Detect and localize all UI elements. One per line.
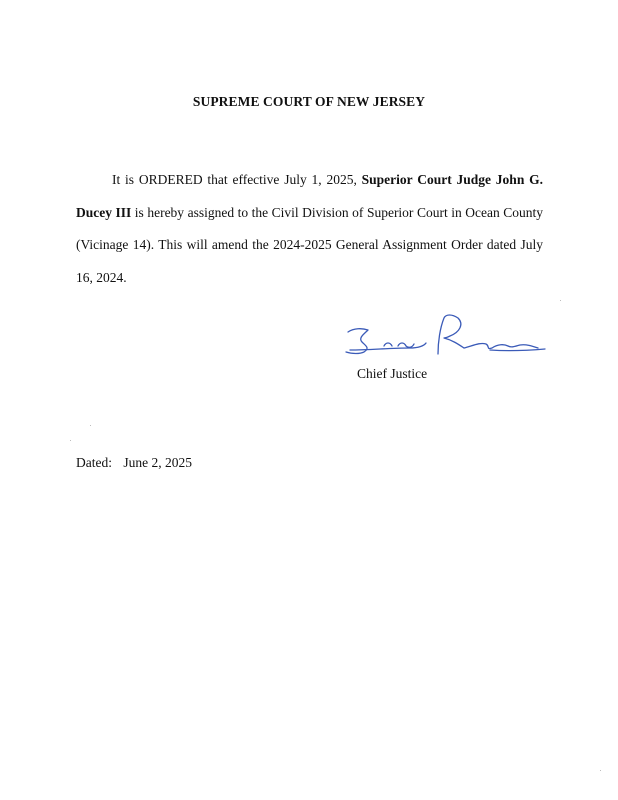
dated-value: June 2, 2025 bbox=[123, 455, 192, 470]
dated-line bbox=[76, 455, 192, 471]
judge-name: Superior Court Judge John G. Ducey III bbox=[76, 172, 544, 220]
signatory-title: Chief Justice bbox=[357, 366, 428, 381]
court-heading: SUPREME COURT OF NEW JERSEY bbox=[192, 94, 426, 109]
chief-justice-signature bbox=[340, 310, 550, 370]
scan-speck bbox=[600, 770, 601, 771]
scan-speck bbox=[70, 440, 71, 441]
scan-speck bbox=[560, 300, 561, 301]
scan-speck bbox=[90, 425, 91, 426]
dated-label: Dated: bbox=[76, 455, 112, 470]
order-paragraph bbox=[76, 164, 543, 294]
order-intro: It is ORDERED that effective July 1, 2025, bbox=[112, 172, 362, 187]
order-rest: is hereby assigned to the Civil Division of Superior Court in Ocean County (Vicinage 14). This will amend the 2024-2025 General Assignment Order dated July 16, 2024. bbox=[76, 204, 543, 285]
